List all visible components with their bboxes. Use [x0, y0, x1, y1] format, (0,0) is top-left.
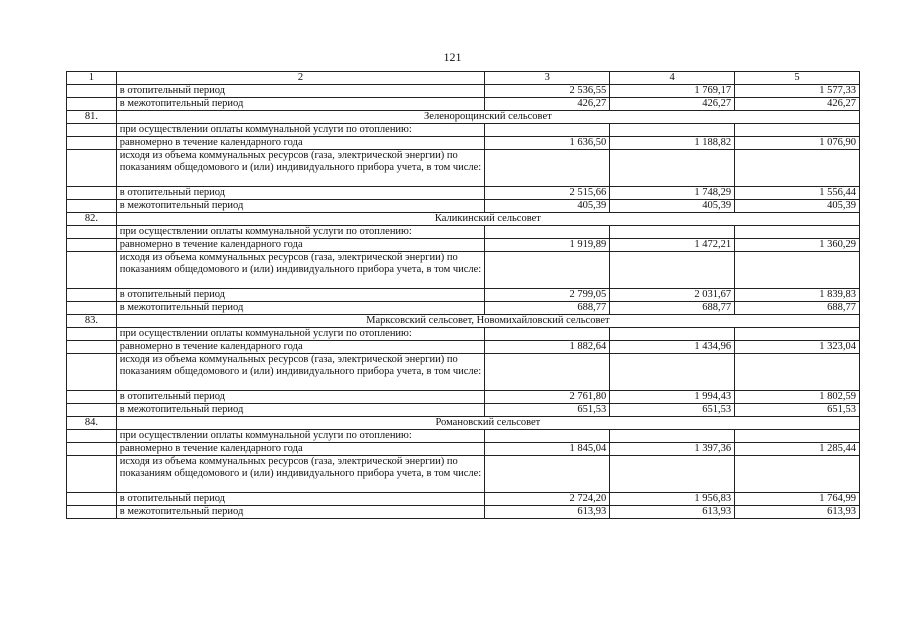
section-title: Романовский сельсовет — [116, 417, 859, 430]
value-cell: 1 748,29 — [610, 187, 735, 200]
value-cell: 1 919,89 — [485, 239, 610, 252]
value-cell: 1 882,64 — [485, 341, 610, 354]
value-cell — [610, 124, 735, 137]
row-label: при осуществлении оплаты коммунальной услуги по отоплению: — [116, 124, 485, 137]
table-row — [67, 391, 860, 404]
row-index-cell — [67, 239, 117, 252]
value-cell: 2 724,20 — [485, 493, 610, 506]
value-cell: 1 397,36 — [610, 443, 735, 456]
column-number: 5 — [735, 72, 860, 85]
value-cell — [735, 124, 860, 137]
value-cell: 613,93 — [610, 506, 735, 519]
value-cell: 651,53 — [485, 404, 610, 417]
value-cell — [610, 354, 735, 391]
value-cell — [485, 124, 610, 137]
row-index-cell — [67, 443, 117, 456]
value-cell — [485, 252, 610, 289]
value-cell: 688,77 — [610, 302, 735, 315]
value-cell: 426,27 — [610, 98, 735, 111]
value-cell — [485, 150, 610, 187]
row-index-cell — [67, 328, 117, 341]
row-label: в отопительный период — [116, 187, 485, 200]
column-number: 4 — [610, 72, 735, 85]
value-cell — [610, 226, 735, 239]
table-row — [67, 506, 860, 519]
value-cell — [735, 328, 860, 341]
row-index-cell — [67, 302, 117, 315]
value-cell: 688,77 — [485, 302, 610, 315]
row-index-cell — [67, 404, 117, 417]
table-row — [67, 187, 860, 200]
row-label: при осуществлении оплаты коммунальной услуги по отоплению: — [116, 328, 485, 341]
section-index: 83. — [67, 315, 117, 328]
row-index-cell — [67, 252, 117, 289]
value-cell — [485, 354, 610, 391]
row-label: в межотопительный период — [116, 98, 485, 111]
row-index-cell — [67, 150, 117, 187]
section-row — [67, 315, 860, 328]
value-cell: 688,77 — [735, 302, 860, 315]
value-cell: 426,27 — [735, 98, 860, 111]
value-cell: 651,53 — [735, 404, 860, 417]
row-index-cell — [67, 85, 117, 98]
value-cell: 426,27 — [485, 98, 610, 111]
table-row — [67, 493, 860, 506]
value-cell: 1 577,33 — [735, 85, 860, 98]
value-cell: 1 360,29 — [735, 239, 860, 252]
value-cell: 1 323,04 — [735, 341, 860, 354]
subheading-row — [67, 456, 860, 493]
subheading-row — [67, 226, 860, 239]
row-index-cell — [67, 354, 117, 391]
section-row — [67, 417, 860, 430]
section-title: Зеленорощинский сельсовет — [116, 111, 859, 124]
row-label: в отопительный период — [116, 493, 485, 506]
value-cell: 1 472,21 — [610, 239, 735, 252]
value-cell — [735, 430, 860, 443]
table-body — [67, 72, 860, 519]
row-label: равномерно в течение календарного года — [116, 239, 485, 252]
row-index-cell — [67, 493, 117, 506]
value-cell: 1 802,59 — [735, 391, 860, 404]
subheading-row — [67, 150, 860, 187]
row-index-cell — [67, 98, 117, 111]
value-cell — [610, 430, 735, 443]
value-cell: 2 536,55 — [485, 85, 610, 98]
row-index-cell — [67, 187, 117, 200]
table-row — [67, 404, 860, 417]
value-cell — [735, 456, 860, 493]
table-row — [67, 289, 860, 302]
table-row — [67, 239, 860, 252]
value-cell: 1 764,99 — [735, 493, 860, 506]
row-index-cell — [67, 341, 117, 354]
row-label: исходя из объема коммунальных ресурсов (газа, электрической энергии) по показаниям общедомового и (или) индивидуального прибора учета, в том числе: — [116, 252, 485, 289]
row-index-cell — [67, 289, 117, 302]
row-label: при осуществлении оплаты коммунальной услуги по отоплению: — [116, 430, 485, 443]
value-cell: 2 031,67 — [610, 289, 735, 302]
subheading-row — [67, 124, 860, 137]
row-label: в межотопительный период — [116, 200, 485, 213]
subheading-row — [67, 252, 860, 289]
value-cell: 2 515,66 — [485, 187, 610, 200]
value-cell: 1 994,43 — [610, 391, 735, 404]
section-title: Каликинский сельсовет — [116, 213, 859, 226]
column-number: 1 — [67, 72, 117, 85]
value-cell: 1 188,82 — [610, 137, 735, 150]
row-label: в межотопительный период — [116, 302, 485, 315]
value-cell: 1 556,44 — [735, 187, 860, 200]
table-row — [67, 85, 860, 98]
table-row — [67, 137, 860, 150]
section-title: Марксовский сельсовет, Новомихайловский сельсовет — [116, 315, 859, 328]
value-cell — [735, 354, 860, 391]
value-cell — [610, 456, 735, 493]
value-cell — [735, 252, 860, 289]
table-row — [67, 98, 860, 111]
table-row — [67, 200, 860, 213]
row-label: в отопительный период — [116, 289, 485, 302]
table-row — [67, 443, 860, 456]
value-cell: 1 769,17 — [610, 85, 735, 98]
value-cell: 1 845,04 — [485, 443, 610, 456]
page-number: 121 — [443, 50, 462, 64]
value-cell: 405,39 — [735, 200, 860, 213]
subheading-row — [67, 354, 860, 391]
value-cell: 1 285,44 — [735, 443, 860, 456]
column-number-row — [67, 72, 860, 85]
subheading-row — [67, 430, 860, 443]
section-row — [67, 111, 860, 124]
subheading-row — [67, 328, 860, 341]
row-label: в межотопительный период — [116, 404, 485, 417]
value-cell — [735, 150, 860, 187]
value-cell — [485, 226, 610, 239]
value-cell: 2 799,05 — [485, 289, 610, 302]
row-index-cell — [67, 391, 117, 404]
value-cell: 1 839,83 — [735, 289, 860, 302]
value-cell — [610, 252, 735, 289]
table-row — [67, 302, 860, 315]
section-row — [67, 213, 860, 226]
value-cell — [485, 328, 610, 341]
value-cell — [485, 456, 610, 493]
row-label: в отопительный период — [116, 391, 485, 404]
value-cell — [610, 150, 735, 187]
value-cell: 1 076,90 — [735, 137, 860, 150]
table-row — [67, 341, 860, 354]
row-index-cell — [67, 124, 117, 137]
section-index: 82. — [67, 213, 117, 226]
value-cell: 1 956,83 — [610, 493, 735, 506]
section-index: 84. — [67, 417, 117, 430]
row-label: равномерно в течение календарного года — [116, 137, 485, 150]
row-index-cell — [67, 456, 117, 493]
section-index: 81. — [67, 111, 117, 124]
value-cell: 405,39 — [485, 200, 610, 213]
value-cell: 1 636,50 — [485, 137, 610, 150]
column-number: 3 — [485, 72, 610, 85]
value-cell — [735, 226, 860, 239]
row-label: в отопительный период — [116, 85, 485, 98]
row-index-cell — [67, 430, 117, 443]
row-label: исходя из объема коммунальных ресурсов (газа, электрической энергии) по показаниям общедомового и (или) индивидуального прибора учета, в том числе: — [116, 354, 485, 391]
value-cell — [485, 430, 610, 443]
value-cell: 651,53 — [610, 404, 735, 417]
row-label: исходя из объема коммунальных ресурсов (газа, электрической энергии) по показаниям общедомового и (или) индивидуального прибора учета, в том числе: — [116, 456, 485, 493]
row-label: в межотопительный период — [116, 506, 485, 519]
row-index-cell — [67, 137, 117, 150]
value-cell: 1 434,96 — [610, 341, 735, 354]
row-index-cell — [67, 200, 117, 213]
row-label: равномерно в течение календарного года — [116, 443, 485, 456]
row-index-cell — [67, 506, 117, 519]
value-cell: 613,93 — [735, 506, 860, 519]
row-label: при осуществлении оплаты коммунальной услуги по отоплению: — [116, 226, 485, 239]
value-cell: 2 761,80 — [485, 391, 610, 404]
value-cell: 405,39 — [610, 200, 735, 213]
row-label: исходя из объема коммунальных ресурсов (газа, электрической энергии) по показаниям общедомового и (или) индивидуального прибора учета, в том числе: — [116, 150, 485, 187]
value-cell: 613,93 — [485, 506, 610, 519]
tariff-table — [66, 71, 860, 519]
row-label: равномерно в течение календарного года — [116, 341, 485, 354]
column-number: 2 — [116, 72, 485, 85]
row-index-cell — [67, 226, 117, 239]
value-cell — [610, 328, 735, 341]
